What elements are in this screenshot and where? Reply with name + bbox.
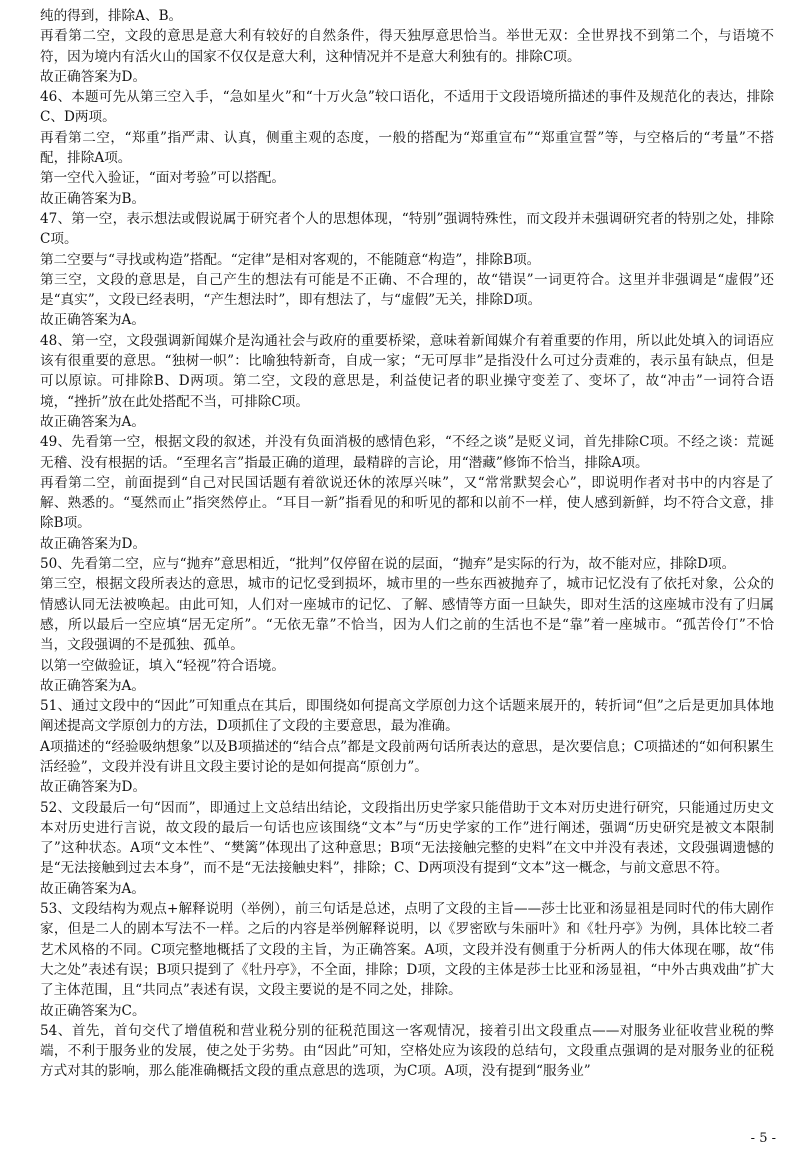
- answer-line: 故正确答案为A。: [40, 880, 145, 897]
- answer-line: 故正确答案为A。: [40, 413, 145, 430]
- answer-line: 故正确答案为D。: [40, 68, 147, 85]
- paragraph: 再看第二空，“郑重”指严肃、认真，侧重主观的态度，一般的搭配为“郑重宣布”“郑重宣誓”等，与空格后的“考量”不搭配，排除A项。: [40, 129, 774, 167]
- answer-line: 故正确答案为D。: [40, 779, 147, 796]
- answer-line: 故正确答案为D。: [40, 535, 147, 552]
- paragraph: 再看第二空，前面提到“自己对民国话题有着欲说还休的浓厚兴味”，又“常常默契会心”，即说明作者对书中的内容是了解、熟悉的。“戛然而止”指突然停止。“耳目一新”指看见的和听见的都和以前不一样，使人感到新鲜，均不符合文意，排除B项。: [40, 474, 774, 532]
- paragraph: 52、文段最后一句“因而”，即通过上文总结出结论，文段指出历史学家只能借助于文本对历史进行研究，只能通过历史文本对历史进行言说，故文段的最后一句话也应该围绕“文本”与“历史学家的工作”进行阐述，强调“历史研究是被文本限制了”这种状态。A项“文本性”、“樊篱”体现出了这种意思；B项“无法接触完整的史料”在文中并没有表述，文段强调遗憾的是“无法接触到过去本身”，而不是“无法接触史料”，排除；C、D两项没有提到“文本”这一概念，与前文意思不符。: [40, 799, 774, 877]
- answer-line: 故正确答案为B。: [40, 190, 146, 207]
- paragraph: 46、本题可先从第三空入手，“急如星火”和“十万火急”较口语化，不适用于文段语境所描述的事件及规范化的表达，排除C、D两项。: [40, 89, 774, 126]
- paragraph: 以第一空做验证，填入“轻视”符合语境。: [40, 657, 285, 674]
- answer-line: 故正确答案为C。: [40, 1002, 146, 1019]
- answer-line: 故正确答案为A。: [40, 312, 145, 329]
- answer-line: 故正确答案为A。: [40, 677, 145, 694]
- paragraph: 50、先看第二空，应与“抛弃”意思相近，“批判”仅停留在说的层面，“抛弃”是实际的行为，故不能对应，排除D项。: [40, 556, 736, 573]
- page-number: - 5 -: [750, 1131, 776, 1146]
- paragraph: 49、先看第一空，根据文段的叙述，并没有负面消极的感情色彩，“不经之谈”是贬义词，首先排除C项。不经之谈：荒诞无稽、没有根据的话。“至理名言”指最正确的道理，最精辟的言论，用“潜藏”修饰不恰当，排除A项。: [40, 434, 774, 471]
- paragraph: 第一空代入验证，“面对考验”可以搭配。: [40, 170, 285, 187]
- paragraph: 纯的得到，排除A、B。: [40, 8, 183, 24]
- paragraph: A项描述的“经验吸纳想象”以及B项描述的“结合点”都是文段前两句话所表达的意思，是次要信息；C项描述的“如何积累生活经验”，文段并没有讲且文段主要讨论的是如何提高“原创力”。: [40, 738, 774, 775]
- paragraph: 再看第二空，文段的意思是意大利有较好的自然条件，得天独厚意思恰当。举世无双：全世界找不到第二个，与语境不符，因为境内有活火山的国家不仅仅是意大利，这种情况并不是意大利独有的。排除C项。: [40, 28, 774, 65]
- paragraph: 第二空要与“寻找或构造”搭配。“定律”是相对客观的，不能随意“构造”，排除B项。: [40, 251, 541, 268]
- paragraph: 53、文段结构为观点+解释说明（举例），前三句话是总述，点明了文段的主旨——莎士比亚和汤显祖是同时代的伟大剧作家，但是二人的剧本写法不一样。之后的内容是举例解释说明，以《罗密欧与朱丽叶》和《牡丹亭》为例，具体比较二者艺术风格的不同。C项完整地概括了文段的主旨，为正确答案。A项，文段并没有侧重于分析两人的伟大体现在哪，故“伟大之处”表述有误；B项只提到了《牡丹亭》，不全面，排除；D项，文段的主体是莎士比亚和汤显祖，“中外古典戏曲”扩大了主体范围，且“共同点”表述有误，文段主要说的是不同之处，排除。: [40, 901, 774, 999]
- paragraph: 48、第一空，文段强调新闻媒介是沟通社会与政府的重要桥梁，意味着新闻媒介有着重要的作用，所以此处填入的词语应该有很重要的意思。“独树一帜”：比喻独特新奇，自成一家；“无可厚非”是指没什么可过分责难的，表示虽有缺点，但是可以原谅。可排除B、D两项。第二空，文段的意思是，利益使记者的职业操守变差了、变坏了，故“冲击”一词符合语境，“挫折”放在此处搭配不当，可排除C项。: [40, 332, 774, 410]
- paragraph: 47、第一空，表示想法或假说属于研究者个人的思想体现，“特别”强调特殊性，而文段并未强调研究者的特别之处，排除C项。: [40, 210, 774, 248]
- paragraph: 第三空，根据文段所表达的意思，城市的记忆受到损坏，城市里的一些东西被抛弃了，城市记忆没有了依托对象，公众的情感认同无法被唤起。由此可知，人们对一座城市的记忆、了解、感情等方面一旦缺失，即对生活的这座城市没有了归属感，所以最后一空应填“居无定所”。“无依无靠”不恰当，因为人们之前的生活也不是“靠”着一座城市。“孤苦伶仃”不恰当，文段强调的不是孤独、孤单。: [40, 576, 774, 654]
- paragraph: 54、首先，首句交代了增值税和营业税分别的征税范围这一客观情况，接着引出文段重点——对服务业征收营业税的弊端，不利于服务业的发展，使之处于劣势。由“因此”可知，空格处应为该段的总结句，文段重点强调的是对服务业的征税方式对其的影响，那么能准确概括文段的重点意思的选项，为C项。A项，没有提到“服务业”: [40, 1022, 774, 1080]
- paragraph: 第三空，文段的意思是，自己产生的想法有可能是不正确、不合理的，故“错误”一词更符合。这里并非强调是“虚假”还是“真实”，文段已经表明，“产生想法时”，即有想法了，与“虚假”无关，排除D项。: [40, 271, 774, 309]
- paragraph: 51、通过文段中的“因此”可知重点在其后，即围绕如何提高文学原创力这个话题来展开的，转折词“但”之后是更加具体地阐述提高文学原创力的方法，D项抓住了文段的主要意思，最为准确。: [40, 698, 774, 735]
